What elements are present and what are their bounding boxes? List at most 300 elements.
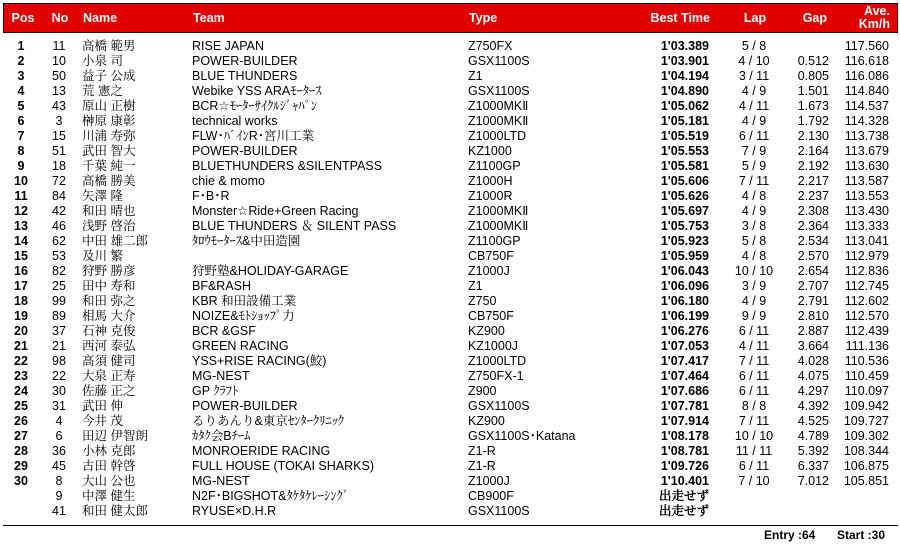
lap-cell: 4 / 9	[741, 84, 767, 98]
gap-cell: 0.512	[797, 54, 829, 68]
pos-cell: 8	[17, 144, 25, 158]
type-cell: CB750F	[468, 309, 514, 323]
lap-cell: 4 / 9	[741, 114, 767, 128]
gap-cell: 7.012	[797, 474, 829, 488]
no-cell: 25	[52, 279, 66, 293]
gap-cell: 2.308	[797, 204, 829, 218]
header-ave	[834, 4, 890, 33]
lap-cell: 6 / 11	[738, 324, 770, 338]
name-cell: 狩野 勝彦	[82, 264, 136, 278]
team-cell: MG-NEST	[192, 369, 250, 383]
lap-cell: 7 / 11	[738, 414, 770, 428]
type-cell: GSX1100S	[468, 54, 530, 68]
name-cell: 矢澤 隆	[82, 189, 123, 203]
best-time-cell: 1'06.276	[660, 324, 709, 338]
type-cell: KZ1000J	[468, 339, 519, 353]
no-cell: 3	[55, 114, 63, 128]
type-cell: Z1000LTD	[468, 129, 527, 143]
no-cell: 36	[52, 444, 66, 458]
no-cell: 98	[52, 354, 66, 368]
pos-cell: 7	[17, 129, 25, 143]
type-cell: KZ900	[468, 414, 505, 428]
best-time-cell: 1'09.726	[660, 459, 709, 473]
team-cell: BLUE THUNDERS	[192, 69, 298, 83]
lap-cell: 7 / 10	[738, 474, 770, 488]
table-row	[0, 219, 900, 234]
no-cell: 11	[52, 39, 66, 53]
team-cell: MG-NEST	[192, 474, 250, 488]
gap-cell: 2.130	[797, 129, 829, 143]
team-cell: FULL HOUSE (TOKAI SHARKS)	[192, 459, 374, 473]
team-cell: ﾀﾛｳﾓｰﾀｰｽ&中田造園	[192, 234, 301, 248]
table-row	[0, 504, 900, 519]
pos-cell: 24	[14, 384, 28, 398]
gap-cell: 3.664	[797, 339, 829, 353]
ave-speed-cell: 113.679	[844, 144, 889, 158]
type-cell: Z750	[468, 294, 497, 308]
type-cell: GSX1100S	[468, 84, 530, 98]
lap-cell: 6 / 11	[738, 369, 770, 383]
type-cell: Z900	[468, 384, 497, 398]
best-time-cell: 1'05.606	[660, 174, 709, 188]
pos-cell: 9	[17, 159, 25, 173]
name-cell: 西河 泰弘	[82, 339, 136, 353]
lap-cell: 4 / 9	[741, 294, 767, 308]
ave-speed-cell: 112.439	[844, 324, 889, 338]
table-row	[0, 84, 900, 99]
best-time-cell: 1'05.923	[660, 234, 709, 248]
ave-speed-cell: 114.537	[844, 99, 889, 113]
header-ave-label: Ave.	[864, 4, 890, 18]
no-cell: 46	[52, 219, 66, 233]
no-cell: 15	[52, 129, 66, 143]
best-time-cell: 1'10.401	[660, 474, 709, 488]
ave-speed-cell: 113.630	[844, 159, 889, 173]
table-row	[0, 114, 900, 129]
best-time-cell: 1'03.901	[660, 54, 709, 68]
pos-cell: 20	[14, 324, 28, 338]
team-cell: technical works	[192, 114, 278, 128]
no-cell: 43	[52, 99, 66, 113]
gap-cell: 1.501	[797, 84, 829, 98]
best-time-cell: 1'05.581	[660, 159, 709, 173]
type-cell: GSX1100S	[468, 399, 530, 413]
table-row	[0, 189, 900, 204]
best-time-cell: 出走せず	[658, 489, 709, 503]
best-time-cell: 1'06.096	[660, 279, 709, 293]
lap-cell: 3 / 8	[741, 219, 767, 233]
name-cell: 大山 公也	[82, 474, 136, 488]
no-cell: 8	[55, 474, 63, 488]
pos-cell: 22	[14, 354, 28, 368]
team-cell: BLUE THUNDERS ＆ SILENT PASS	[192, 219, 397, 233]
team-cell: Monster☆Ride+Green Racing	[192, 204, 359, 218]
header-type: Type	[469, 11, 498, 25]
ave-speed-cell: 110.097	[844, 384, 889, 398]
no-cell: 30	[52, 384, 66, 398]
table-row	[0, 369, 900, 384]
lap-cell: 3 / 11	[738, 69, 770, 83]
table-row	[0, 129, 900, 144]
gap-cell: 1.792	[797, 114, 829, 128]
pos-cell: 19	[14, 309, 28, 323]
name-cell: 和田 晴也	[82, 204, 136, 218]
no-cell: 42	[52, 204, 66, 218]
name-cell: 浅野 啓治	[82, 219, 136, 233]
gap-cell: 0.805	[797, 69, 829, 83]
best-time-cell: 1'05.626	[660, 189, 709, 203]
lap-cell: 6 / 11	[738, 459, 770, 473]
table-row	[0, 54, 900, 69]
name-cell: 大泉 正寿	[82, 369, 136, 383]
header-team: Team	[193, 11, 225, 25]
no-cell: 62	[52, 234, 66, 248]
type-cell: CB750F	[468, 249, 514, 263]
type-cell: KZ900	[468, 324, 505, 338]
team-cell: chie & momo	[192, 174, 265, 188]
team-cell: MONROERIDE RACING	[192, 444, 331, 458]
type-cell: Z1100GP	[468, 234, 521, 248]
ave-speed-cell: 113.587	[844, 174, 889, 188]
gap-cell: 4.392	[797, 399, 829, 413]
table-row	[0, 159, 900, 174]
name-cell: 古田 幹啓	[82, 459, 136, 473]
name-cell: 小林 克郎	[82, 444, 136, 458]
team-cell: ｶﾀｸ会Bﾁｰﾑ	[192, 429, 251, 443]
header-gap: Gap	[802, 11, 827, 25]
no-cell: 72	[52, 174, 66, 188]
type-cell: GSX1100S･Katana	[468, 429, 576, 443]
table-bottom-rule	[3, 525, 898, 526]
no-cell: 51	[52, 144, 66, 158]
table-row	[0, 384, 900, 399]
header-lap: Lap	[743, 11, 767, 25]
table-header	[3, 3, 898, 33]
no-cell: 84	[52, 189, 66, 203]
lap-cell: 8 / 8	[741, 399, 767, 413]
lap-cell: 6 / 11	[738, 129, 770, 143]
ave-speed-cell: 113.430	[844, 204, 889, 218]
best-time-cell: 出走せず	[658, 504, 709, 518]
team-cell: POWER-BUILDER	[192, 54, 298, 68]
entry-count: Entry :64	[764, 528, 816, 542]
best-time-cell: 1'05.753	[660, 219, 709, 233]
ave-speed-cell: 110.459	[844, 369, 889, 383]
pos-cell: 15	[14, 249, 28, 263]
no-cell: 50	[52, 69, 66, 83]
name-cell: 田辺 伊智朗	[82, 429, 148, 443]
team-cell: F･B･R	[192, 189, 230, 203]
table-row	[0, 474, 900, 489]
best-time-cell: 1'05.519	[660, 129, 709, 143]
type-cell: Z1000H	[468, 174, 513, 188]
type-cell: Z1000LTD	[468, 354, 527, 368]
team-cell: BF&RASH	[192, 279, 252, 293]
ave-speed-cell: 113.738	[844, 129, 889, 143]
ave-speed-cell: 113.553	[844, 189, 889, 203]
gap-cell: 2.887	[797, 324, 829, 338]
table-row	[0, 444, 900, 459]
name-cell: 中田 雄二郎	[82, 234, 148, 248]
lap-cell: 11 / 11	[735, 444, 773, 458]
type-cell: Z1100GP	[468, 159, 521, 173]
pos-cell: 23	[14, 369, 28, 383]
ave-speed-cell: 116.618	[844, 54, 889, 68]
pos-cell: 14	[14, 234, 28, 248]
lap-cell: 7 / 11	[738, 354, 770, 368]
table-row	[0, 489, 900, 504]
best-time-cell: 1'05.697	[660, 204, 709, 218]
team-cell: 狩野塾&HOLIDAY-GARAGE	[192, 264, 349, 278]
lap-cell: 3 / 9	[741, 279, 767, 293]
best-time-cell: 1'07.053	[660, 339, 709, 353]
name-cell: 千葉 純一	[82, 159, 136, 173]
name-cell: 榊原 康彰	[82, 114, 136, 128]
name-cell: 和田 健太郎	[82, 504, 148, 518]
table-row	[0, 429, 900, 444]
ave-speed-cell: 105.851	[843, 474, 889, 488]
ave-speed-cell: 110.536	[844, 354, 889, 368]
pos-cell: 2	[17, 54, 25, 68]
header-name: Name	[83, 11, 118, 25]
type-cell: Z750FX	[468, 39, 513, 53]
ave-speed-cell: 112.836	[844, 264, 889, 278]
lap-cell: 7 / 11	[738, 174, 770, 188]
header-pos: Pos	[11, 11, 35, 25]
start-count: Start :30	[837, 528, 886, 542]
no-cell: 22	[52, 369, 66, 383]
gap-cell: 2.707	[797, 279, 829, 293]
pos-cell: 21	[14, 339, 28, 353]
lap-cell: 6 / 11	[738, 384, 770, 398]
name-cell: 及川 繁	[82, 249, 123, 263]
ave-speed-cell: 108.344	[843, 444, 889, 458]
name-cell: 和田 弥之	[82, 294, 136, 308]
no-cell: 6	[55, 429, 63, 443]
best-time-cell: 1'04.194	[660, 69, 709, 83]
gap-cell: 4.297	[797, 384, 829, 398]
best-time-cell: 1'04.890	[660, 84, 709, 98]
team-cell: POWER-BUILDER	[192, 399, 298, 413]
pos-cell: 5	[17, 99, 25, 113]
pos-cell: 3	[17, 69, 25, 83]
best-time-cell: 1'03.389	[660, 39, 709, 53]
team-cell: N2F･BIGSHOT&ﾀｹﾀｹﾚｰｼﾝｸﾞ	[192, 489, 349, 503]
team-cell: BCR☆ﾓｰﾀｰｻｲｸﾙｼﾞｬﾊﾟﾝ	[192, 99, 318, 113]
pos-cell: 29	[14, 459, 28, 473]
header-no: No	[51, 11, 69, 25]
ave-speed-cell: 106.875	[843, 459, 889, 473]
name-cell: 田中 寿和	[82, 279, 136, 293]
pos-cell: 6	[17, 114, 25, 128]
pos-cell: 26	[14, 414, 28, 428]
type-cell: Z1	[468, 69, 483, 83]
ave-speed-cell: 113.333	[844, 219, 889, 233]
best-time-cell: 1'05.959	[660, 249, 709, 263]
gap-cell: 5.392	[797, 444, 829, 458]
pos-cell: 10	[14, 174, 28, 188]
table-row	[0, 324, 900, 339]
no-cell: 4	[55, 414, 63, 428]
team-cell: GP ｸﾗﾌﾄ	[192, 384, 239, 398]
gap-cell: 2.570	[797, 249, 829, 263]
gap-cell: 2.192	[797, 159, 829, 173]
ave-speed-cell: 111.136	[845, 339, 889, 353]
pos-cell: 27	[14, 429, 28, 443]
type-cell: Z1-R	[468, 459, 496, 473]
type-cell: GSX1100S	[468, 504, 530, 518]
ave-speed-cell: 114.840	[844, 84, 889, 98]
type-cell: Z1	[468, 279, 483, 293]
name-cell: 中澤 健生	[82, 489, 136, 503]
table-row	[0, 69, 900, 84]
type-cell: Z1000MKⅡ	[468, 114, 529, 128]
lap-cell: 5 / 8	[741, 39, 767, 53]
ave-speed-cell: 114.328	[844, 114, 889, 128]
name-cell: 高須 健司	[82, 354, 136, 368]
table-row	[0, 399, 900, 414]
no-cell: 10	[52, 54, 66, 68]
type-cell: Z1000MKⅡ	[468, 99, 529, 113]
pos-cell: 11	[14, 189, 28, 203]
ave-speed-cell: 109.727	[843, 414, 889, 428]
gap-cell: 2.164	[797, 144, 829, 158]
name-cell: 原山 正樹	[82, 99, 136, 113]
ave-speed-cell: 116.086	[844, 69, 889, 83]
table-row	[0, 174, 900, 189]
table-row	[0, 354, 900, 369]
pos-cell: 13	[14, 219, 28, 233]
best-time-cell: 1'08.781	[660, 444, 709, 458]
best-time-cell: 1'06.180	[660, 294, 709, 308]
table-row	[0, 264, 900, 279]
no-cell: 45	[52, 459, 66, 473]
gap-cell: 2.810	[797, 309, 829, 323]
no-cell: 31	[52, 399, 66, 413]
best-time-cell: 1'06.199	[660, 309, 709, 323]
table-row	[0, 99, 900, 114]
table-row	[0, 234, 900, 249]
table-row	[0, 414, 900, 429]
pos-cell: 16	[14, 264, 28, 278]
ave-speed-cell: 112.745	[844, 279, 889, 293]
team-cell: Webike YSS ARAﾓｰﾀｰｽ	[192, 84, 322, 98]
gap-cell: 4.789	[797, 429, 829, 443]
no-cell: 37	[52, 324, 66, 338]
table-row	[0, 339, 900, 354]
lap-cell: 10 / 10	[734, 264, 774, 278]
no-cell: 13	[52, 84, 66, 98]
table-row	[0, 204, 900, 219]
no-cell: 99	[52, 294, 66, 308]
table-row	[0, 39, 900, 54]
no-cell: 41	[52, 504, 66, 518]
best-time-cell: 1'05.062	[660, 99, 709, 113]
no-cell: 82	[52, 264, 66, 278]
gap-cell: 2.791	[797, 294, 829, 308]
gap-cell: 6.337	[797, 459, 829, 473]
header-best-time: Best Time	[650, 11, 710, 25]
type-cell: KZ1000	[468, 144, 512, 158]
type-cell: Z1000R	[468, 189, 513, 203]
type-cell: Z750FX-1	[468, 369, 524, 383]
ave-speed-cell: 109.302	[843, 429, 889, 443]
lap-cell: 4 / 8	[741, 189, 767, 203]
team-cell: RISE JAPAN	[192, 39, 265, 53]
team-cell: POWER-BUILDER	[192, 144, 298, 158]
pos-cell: 17	[14, 279, 28, 293]
lap-cell: 4 / 9	[741, 204, 767, 218]
no-cell: 21	[52, 339, 66, 353]
table-row	[0, 249, 900, 264]
team-cell: GREEN RACING	[192, 339, 289, 353]
name-cell: 相馬 大介	[82, 309, 136, 323]
pos-cell: 4	[17, 84, 25, 98]
name-cell: 益子 公成	[82, 69, 136, 83]
best-time-cell: 1'07.781	[660, 399, 709, 413]
no-cell: 18	[52, 159, 66, 173]
ave-speed-cell: 112.570	[844, 309, 889, 323]
team-cell: るりあんり&東京ｾﾝﾀｰｸﾘﾆｯｸ	[192, 414, 345, 428]
pos-cell: 1	[17, 39, 25, 53]
team-cell: KBR 和田設備工業	[192, 294, 297, 308]
ave-speed-cell: 109.942	[843, 399, 889, 413]
team-cell: BCR &GSF	[192, 324, 256, 338]
gap-cell: 2.654	[797, 264, 829, 278]
gap-cell: 2.217	[797, 174, 829, 188]
type-cell: Z1-R	[468, 444, 496, 458]
team-cell: FLW･ﾊﾞｲﾝR･宮川工業	[192, 129, 314, 143]
type-cell: Z1000MKⅡ	[468, 204, 529, 218]
gap-cell: 2.237	[797, 189, 829, 203]
name-cell: 武田 伸	[82, 399, 123, 413]
no-cell: 89	[52, 309, 66, 323]
team-cell: RYUSE×D.H.R	[192, 504, 277, 518]
table-row	[0, 144, 900, 159]
ave-speed-cell: 117.560	[844, 39, 889, 53]
gap-cell: 1.673	[797, 99, 829, 113]
lap-cell: 4 / 10	[738, 54, 770, 68]
best-time-cell: 1'07.464	[660, 369, 709, 383]
lap-cell: 5 / 8	[741, 234, 767, 248]
ave-speed-cell: 113.041	[844, 234, 889, 248]
name-cell: 佐藤 正之	[82, 384, 136, 398]
pos-cell: 18	[14, 294, 28, 308]
lap-cell: 10 / 10	[734, 429, 774, 443]
gap-cell: 2.364	[797, 219, 829, 233]
pos-cell: 12	[14, 204, 28, 218]
pos-cell: 25	[14, 399, 28, 413]
lap-cell: 7 / 9	[741, 144, 767, 158]
name-cell: 高橋 範男	[82, 39, 136, 53]
table-row	[0, 459, 900, 474]
table-row	[0, 294, 900, 309]
lap-cell: 4 / 8	[741, 249, 767, 263]
best-time-cell: 1'07.686	[660, 384, 709, 398]
table-row	[0, 309, 900, 324]
pos-cell: 30	[14, 474, 28, 488]
type-cell: CB900F	[468, 489, 514, 503]
type-cell: Z1000J	[468, 474, 510, 488]
pos-cell: 28	[14, 444, 28, 458]
name-cell: 川浦 寿弥	[82, 129, 136, 143]
best-time-cell: 1'06.043	[660, 264, 709, 278]
team-cell: NOIZE&ﾓﾄｼｮｯﾌﾟ力	[192, 309, 295, 323]
name-cell: 石神 克俊	[82, 324, 136, 338]
team-cell: BLUETHUNDERS &SILENTPASS	[192, 159, 383, 173]
best-time-cell: 1'05.181	[660, 114, 709, 128]
name-cell: 荒 憲之	[82, 84, 123, 98]
